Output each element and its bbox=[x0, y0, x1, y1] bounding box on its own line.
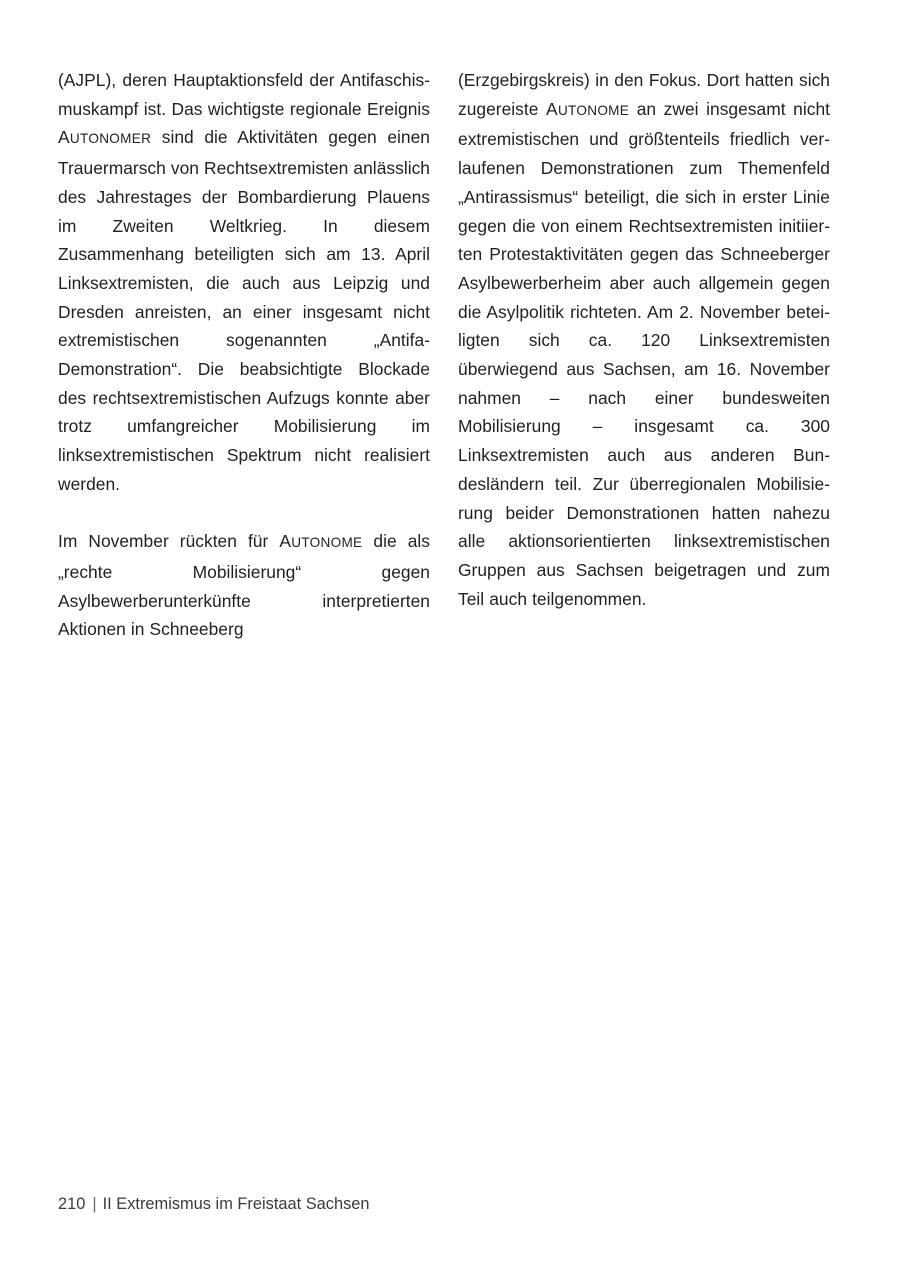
small-caps-initial: A bbox=[58, 127, 70, 148]
left-text-column bbox=[58, 66, 430, 644]
paragraph: Im November rückten für AUTONOME die als „rechte Mobilisierung“ gegen Asylbewerberunterkünfte interpretierten Aktionen in Schneeberg bbox=[58, 531, 430, 640]
small-caps-initial: A bbox=[546, 98, 558, 119]
small-caps-body: UTONOME bbox=[291, 535, 363, 551]
small-caps-term bbox=[546, 99, 629, 119]
small-caps-body: UTONOME bbox=[557, 102, 630, 118]
small-caps-term bbox=[279, 531, 362, 551]
right-text-column bbox=[458, 66, 830, 644]
footer-page-number: 210 bbox=[58, 1195, 86, 1213]
small-caps-body: UTONOMER bbox=[69, 131, 152, 147]
page-footer bbox=[58, 1193, 370, 1215]
two-column-text-body bbox=[58, 66, 830, 644]
small-caps-initial: A bbox=[279, 531, 292, 552]
footer-chapter-title: II Extremismus im Freistaat Sachsen bbox=[102, 1195, 370, 1213]
small-caps-term bbox=[58, 127, 151, 147]
footer-separator: | bbox=[92, 1195, 97, 1213]
paragraph: (Erzgebirgskreis) in den Fokus. Dort hatten sich zugereiste AUTONOME an zwei insgesamt nicht extremistischen und größtenteils friedlich verlaufenen Demonstrationen zum Themenfeld „Antirassismus“ beteiligt, die sich in erster Linie gegen die von einem Rechtsextremisten initiierten Protestaktivitäten gegen das Schneeberger Asylbewerberheim aber auch allgemein gegen die Asylpolitik richteten. Am 2. November beteiligten sich ca. 120 Linksextremisten überwiegend aus Sachsen, am 16. November nahmen – nach einer bundesweiten Mobilisierung – insgesamt ca. 300 Linksextremisten auch aus anderen Bundesländern teil. Zur überregionalen Mobilisierung beider Demonstrationen hatten nahezu alle aktionsorientierten linksextremistischen Gruppen aus Sachsen beigetragen und zum Teil auch teilgenommen. bbox=[458, 70, 830, 609]
paragraph: (AJPL), deren Hauptaktionsfeld der Antifaschismuskampf ist. Das wichtigste regionale Ereignis AUTONOMER sind die Aktivitäten gegen einen Trauermarsch von Rechtsextremisten anlässlich des Jahrestages der Bombardierung Plauens im Zweiten Weltkrieg. In diesem Zusammenhang beteiligten sich am 13. April Linksextremisten, die auch aus Leipzig und Dresden anreisten, an einer insgesamt nicht extremistischen sogenannten „Antifa-Demonstration“. Die beabsichtigte Blockade des rechtsextremistischen Aufzugs konnte aber trotz umfangreicher Mobilisierung im linksextremistischen Spektrum nicht realisiert werden. bbox=[58, 70, 430, 494]
